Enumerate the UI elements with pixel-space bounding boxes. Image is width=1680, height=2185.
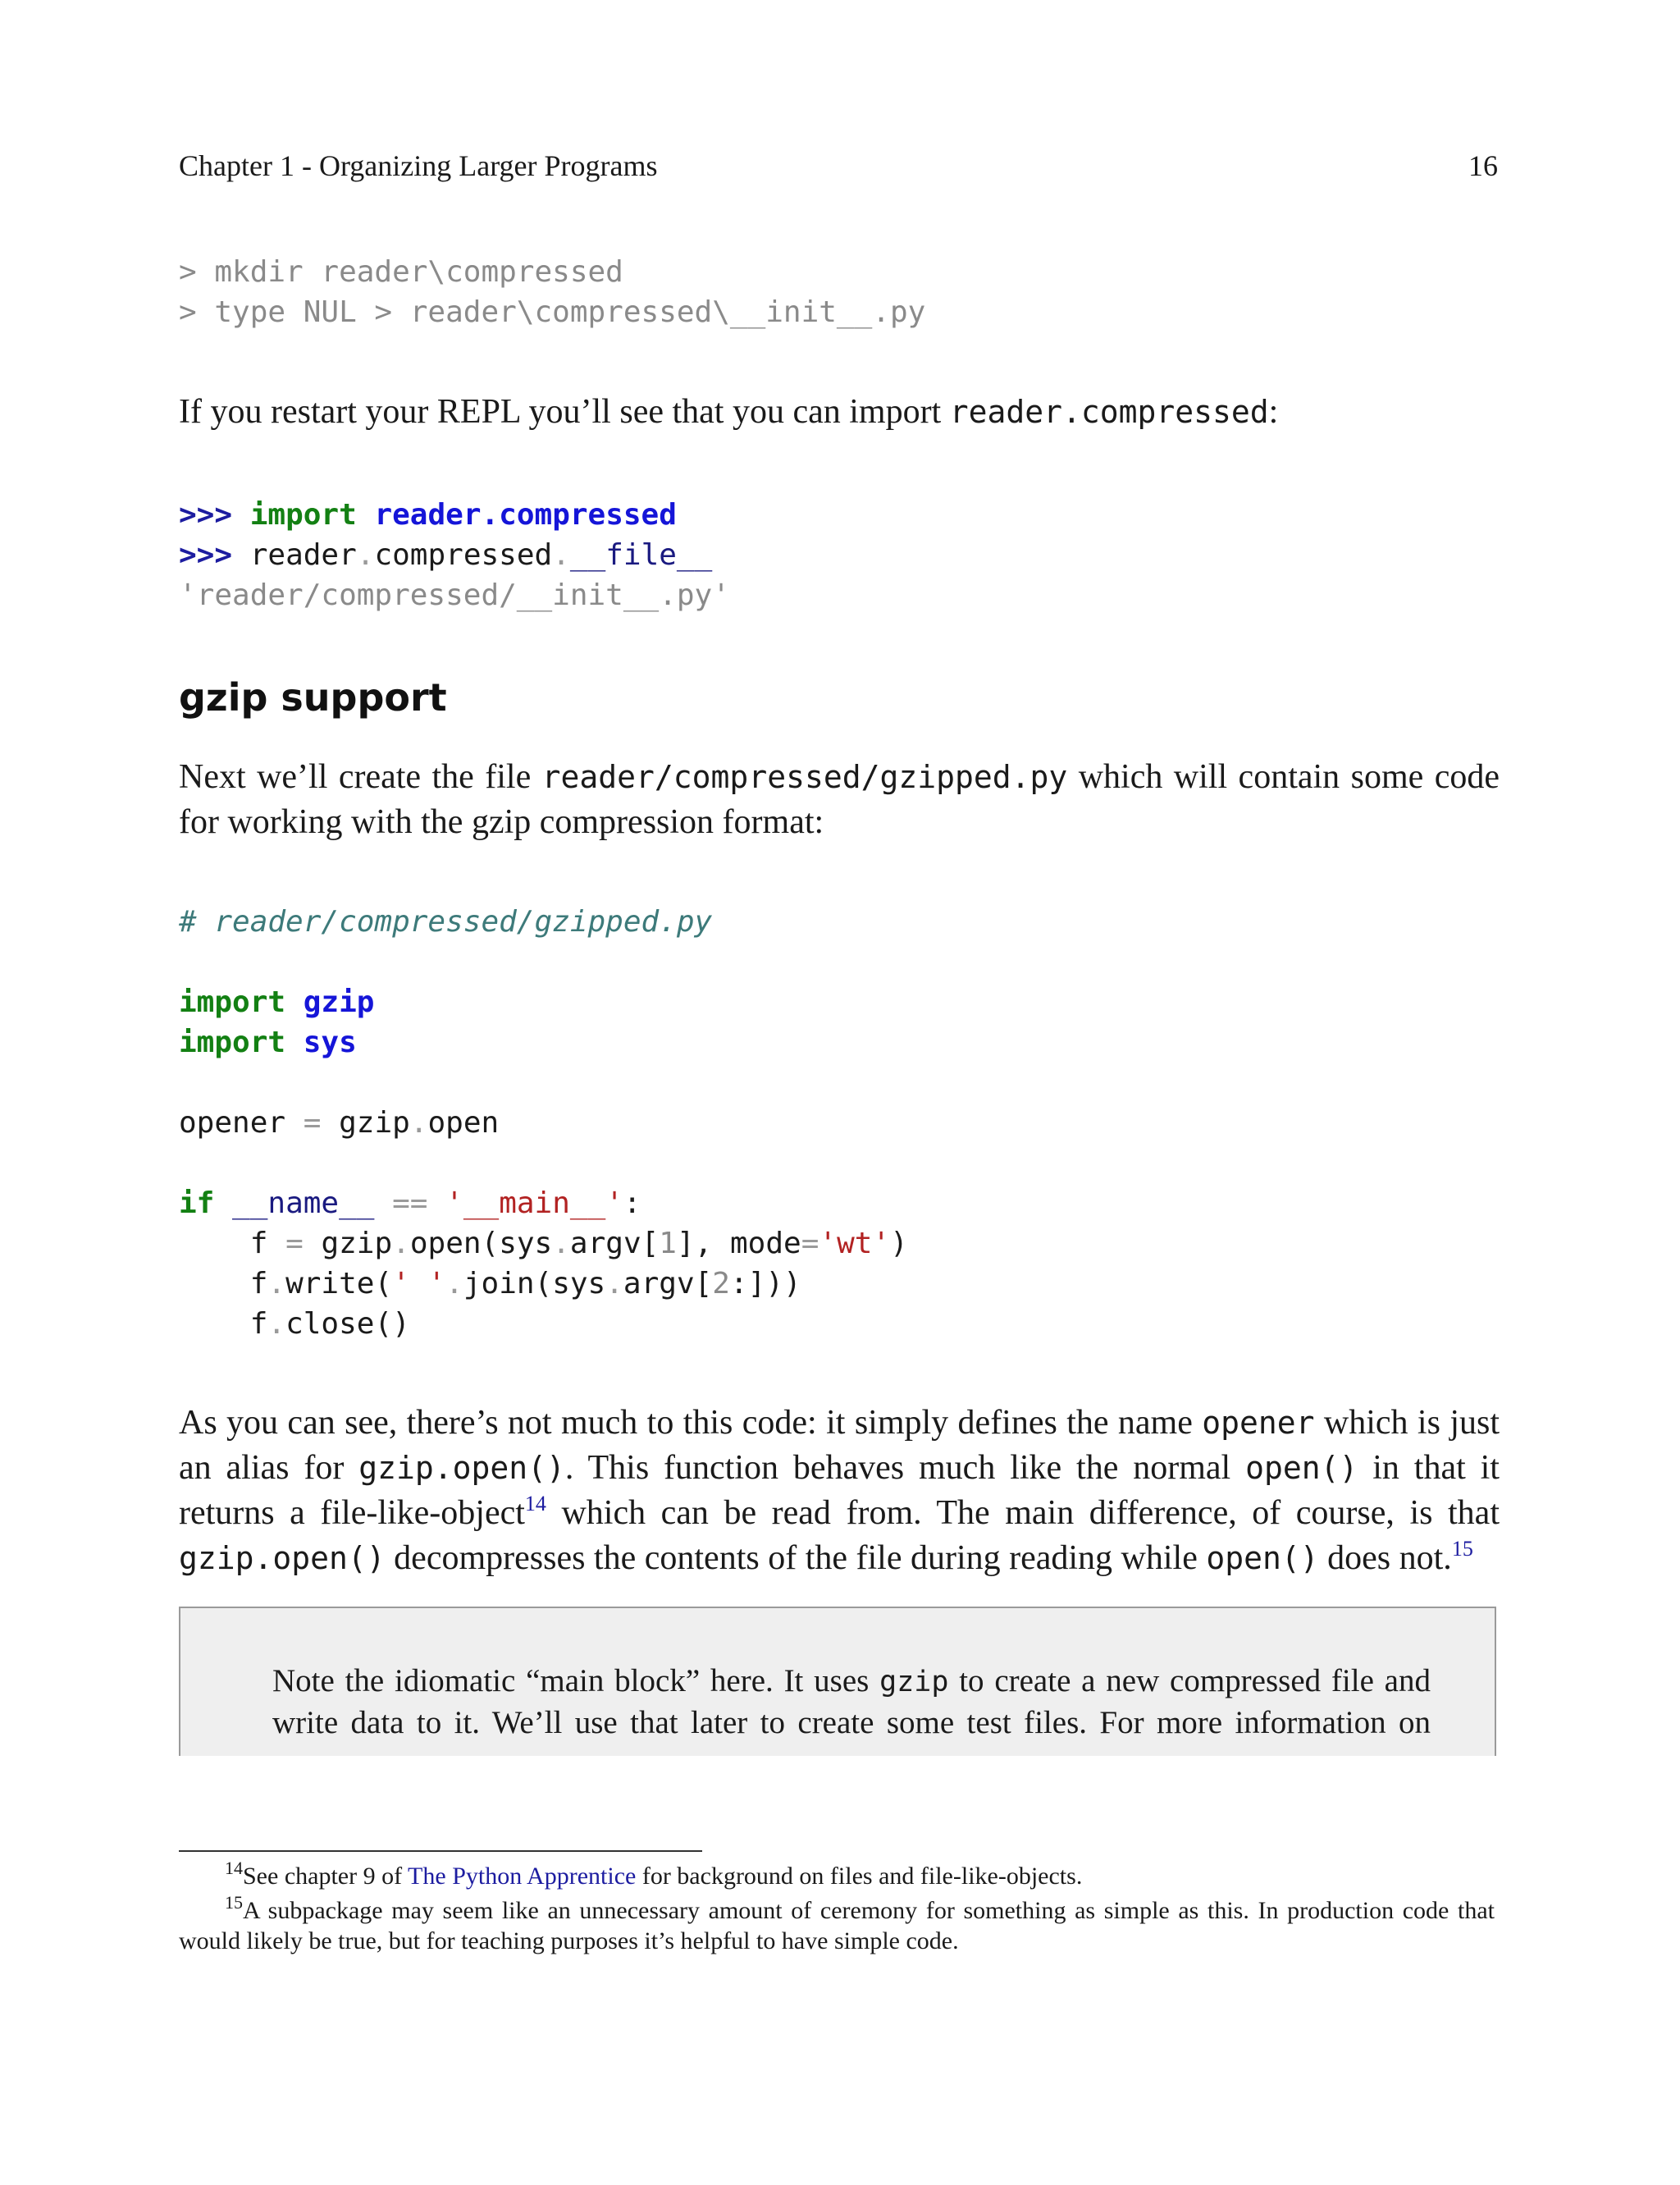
note-box — [179, 1607, 1496, 1756]
note-text: Note the idiomatic “main block” here. It uses gzip to create a new compressed file and write data to it. We’ll use that later to create some test files. For more information on — [272, 1663, 1431, 1740]
repl-code-block: >>> import reader.compressed >>> reader.compressed.__file__ 'reader/compressed/__init__.py' — [179, 498, 730, 612]
inline-code: gzip — [879, 1666, 949, 1698]
shell-code-block — [179, 252, 925, 332]
inline-code: reader.compressed — [949, 394, 1269, 430]
section-heading: gzip support — [179, 675, 447, 720]
shell-line: > mkdir reader\compressed — [179, 255, 623, 289]
inline-code: gzip.open() — [358, 1450, 565, 1486]
shell-line: > type NUL > reader\compressed\__init__.py — [179, 295, 926, 329]
code-comment: # reader/compressed/gzipped.py — [179, 905, 713, 939]
python-apprentice-link[interactable]: The Python Apprentice — [408, 1863, 637, 1890]
footnote-15: $^{15}$A subpackage may seem like an unnecessary amount of ceremony for something as simple as this. In production code that would likely be true, but for teaching purposes it’s helpful to have simple code. — [179, 1892, 1495, 1954]
inline-code: open() — [1245, 1450, 1358, 1486]
page-number: 16 — [1468, 149, 1498, 182]
inline-code: open() — [1206, 1540, 1319, 1576]
inline-code: reader/compressed/gzipped.py — [541, 759, 1068, 795]
inline-code: opener — [1202, 1405, 1315, 1441]
paragraph-create-file: Next we’ll create the file reader/compressed/gzipped.py which will contain some code for working with the gzip compression format: — [179, 758, 1500, 841]
paragraph-explanation: As you can see, there’s not much to this code: it simply defines the name opener which is just an alias for gzip.open(). This function behaves much like the normal open() in that it returns a file-like-object$^{14}$ which can be read from. The main difference, of course, is that gzip.open() decompresses the contents of the file during reading while open() does not.$^{15}$ — [179, 1404, 1500, 1577]
python-code-block: # reader/compressed/gzipped.py import gzip import sys opener = gzip.open if __name__ == '__main__': f = gzip.open(sys.argv[1], mode='wt') f.write(' '.join(sys.argv[2:])) f.close() — [179, 905, 908, 1341]
footnote-divider — [179, 1850, 702, 1852]
paragraph-restart-repl: If you restart your REPL you’ll see that you can import reader.compressed: — [179, 393, 1279, 431]
inline-code: gzip.open() — [179, 1540, 386, 1576]
chapter-header: Chapter 1 - Organizing Larger Programs — [179, 149, 658, 182]
footnote-ref-14[interactable]: 14 — [524, 1492, 546, 1515]
footnote-14: $^{14}$See chapter 9 of The Python Apprentice for background on files and file-like-objects. — [225, 1858, 1083, 1890]
footnote-ref-15[interactable]: 15 — [1451, 1537, 1473, 1561]
